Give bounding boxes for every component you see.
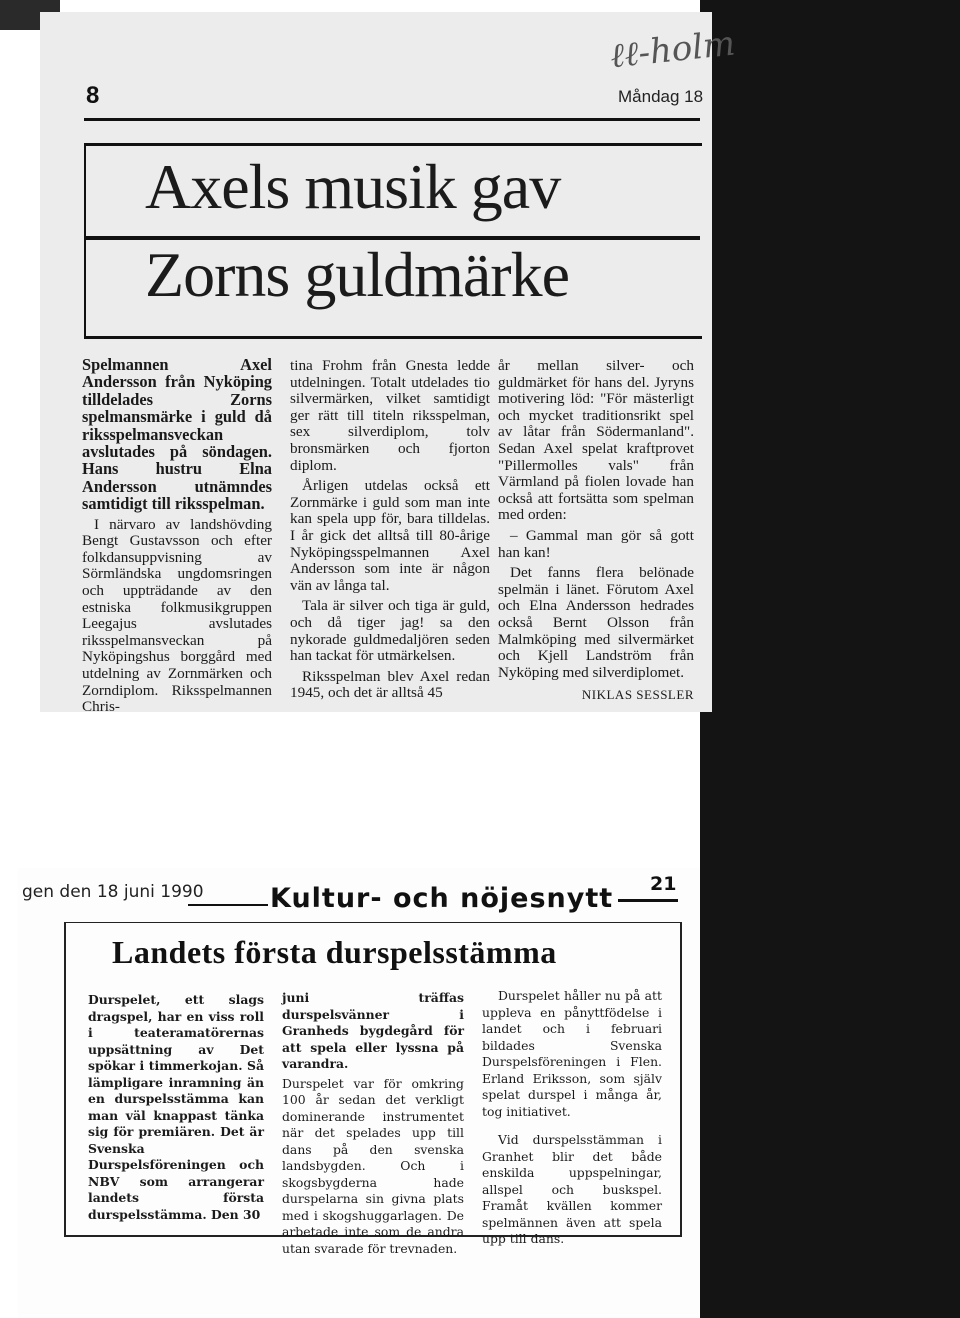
page-date: Måndag 18 xyxy=(618,87,704,106)
article-ingress: Spelmannen Axel Andersson från Nyköping tilldelades Zorns spelmansmärke i guld då riksspelmansveckan avslutades på söndagen. Hans hustru Elna Andersson utnämndes samtidigt till riksspelman. xyxy=(82,355,272,514)
article-paragraph: Tala är silver och tiga är guld, och då tiger jag! sa den nykorade guldmedaljören seden han tackat för utmärkelsen. xyxy=(290,597,490,665)
headline-line-2: Zorns guldmärke xyxy=(145,239,569,310)
page-number: 8 xyxy=(86,82,100,109)
scan-background-band xyxy=(700,0,960,1318)
article2-paragraph: Durspelet håller nu på att uppleva en pånyttfödelse i landet och i februari bildades Svenska Durspelsföreningen i Flen. Erland Eriksson, som själv spelat durspel i många år, tog initiativet. xyxy=(482,988,662,1119)
article2-column-2 xyxy=(282,990,464,1260)
article-paragraph: tina Frohm från Gnesta ledde utdelningen. Totalt utdelades tio silvermärken, vilket samtidigt ger rätt till titeln riksspelman, sex silverdiplom, tolv bronsmärken och fjorton diplom. xyxy=(290,357,490,474)
headline-2: Landets första durspelsstämma xyxy=(112,934,557,970)
article-paragraph: Årligen utdelas också ett Zornmärke i guld som man inte kan spela upp för, bara tilldelas. I år gick det alltså till 80-årige Nyköpingsspelmannen Axel Andersson som inte är någon vän av långa tal. xyxy=(290,477,490,594)
article-paragraph: I närvaro av landshövding Bengt Gustavsson och efter folkdansuppvisning av Sörmländska ungdomsringen och uppträdande av den estniska folkmusikgruppen Leegajus avslutades riksspelmansveckan på Nyköpingshus borggård med utdelning av Zornmärken och Zorndiplom. Riksspelmannen Chris- xyxy=(82,515,272,716)
article2-lead: juni träffas durspelsvänner i Granheds bygdegård för att spela eller lyssna på varandra. xyxy=(282,990,464,1071)
article-column-1 xyxy=(82,356,272,720)
article-paragraph: Riksspelman blev Axel redan 1945, och det är alltså 45 xyxy=(290,667,490,702)
article-paragraph: år mellan silver- och guldmärket för hans del. Jyryns motivering löd: "För mästerligt och mycket traditionsrikt spel av låtar från Södermanland". Sedan Axel spelat kraftprovet "Pillermolles vals" från Värmland på fiolen lovade han också att fortsätta som spelman med orden: xyxy=(498,357,694,524)
article2-paragraph: Vid durspelsstämman i Granhet blir det både enskilda uppspelningar, allspel och buskspel. Framåt kvällen kommer spelmännen även att spela upp till dans. xyxy=(482,1132,662,1246)
header-rule xyxy=(84,118,700,121)
article-quote: – Gammal man gör så gott han kan! xyxy=(498,526,694,561)
page-number-rule xyxy=(618,899,678,902)
article2-paragraph: Durspelet var för omkring 100 år sedan det verkligt dominerande instrumentet när det spelades upp till dans på den svenska landsbygden. Och i skogsbygderna hade durspelarna sin givna plats med i skogshuggarlagen. De arbetade inte som de andra utan svarade för trevnaden. xyxy=(282,1075,464,1256)
section-heading: Kultur- och nöjesnytt xyxy=(270,883,614,914)
headline-line-1: Axels musik gav xyxy=(145,151,561,222)
handwritten-note: ℓℓ-holm xyxy=(608,23,738,77)
article2-column-3 xyxy=(482,988,662,1251)
header-rule-2 xyxy=(188,904,268,906)
article-column-3 xyxy=(498,358,694,704)
byline: NIKLAS SESSLER xyxy=(581,687,694,703)
article2-paragraph: Durspelet, ett slags dragspel, har en viss roll i teateramatörernas uppsättning av Det spökar i timmerkojan. Så lämpligare inramning än en durspelsstämma kan man väl knappast tänka sig för premiären. Det är Svenska Durspelsföreningen och NBV som arrangerar landets första durspelsstämma. Den 30 xyxy=(88,992,264,1222)
article2-column-1 xyxy=(88,992,264,1226)
article-paragraph: Det fanns flera belönade spelmän i länet. Förutom Axel och Elna Andersson hedrades också Bernt Olsson från Malmköping med silvermärket och Kjell Landström från Nyköping med silverdiplomet. xyxy=(498,564,694,681)
page-date-2: gen den 18 juni 1990 xyxy=(22,882,204,902)
page-number-2: 21 xyxy=(650,873,677,895)
article-column-2 xyxy=(290,358,490,706)
